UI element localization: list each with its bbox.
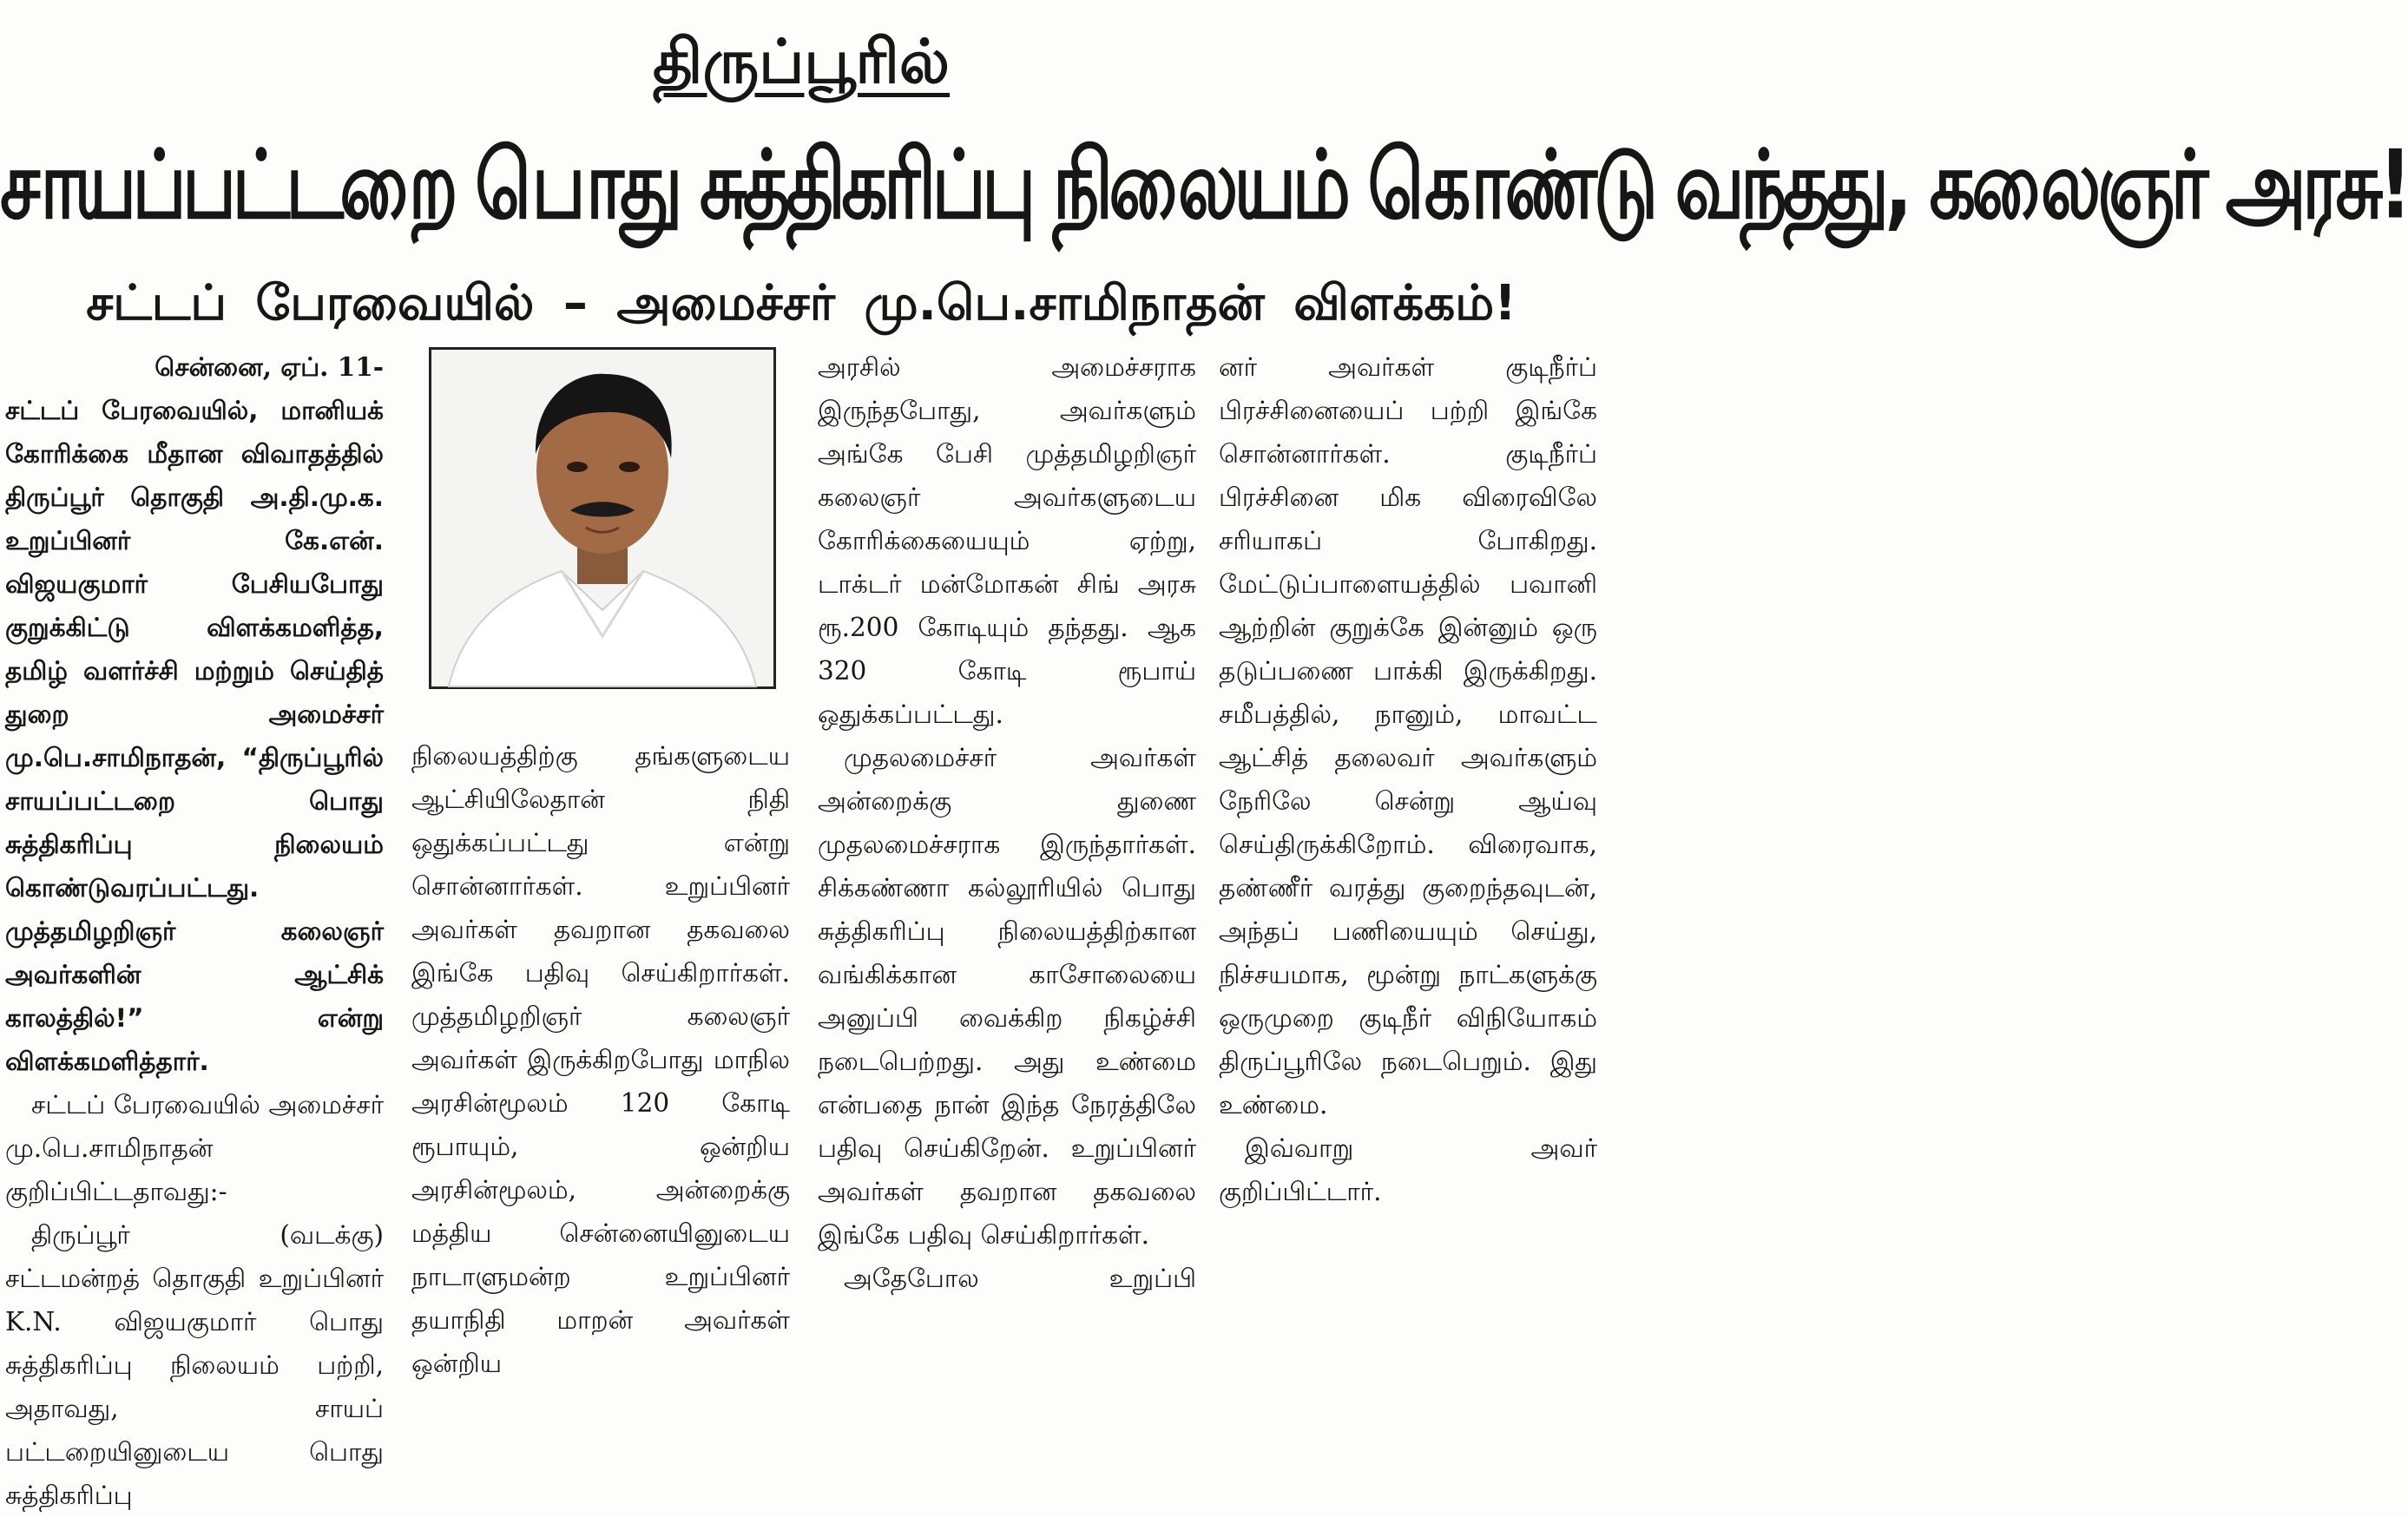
- article-column-1: [5, 345, 384, 1510]
- body-paragraph: சட்டப் பேரவையில் அமைச்சர் மு.பெ.சாமிநாதன் குறிப்பிட்டதாவது:-: [5, 1090, 384, 1206]
- body-paragraph: நிலையத்திற்கு தங்களுடைய ஆட்சியிலேதான் நிதி ஒதுக்கப்பட்டது என்று சொன்னார்கள். உறுப்பினர் அவர்கள் தவறான தகவலை இங்கே பதிவு செய்கிறார்கள். முத்தமிழறிஞர் கலைஞர் அவர்கள் இருக்கிறபோது மாநில அரசின்மூலம் 120 கோடி ரூபாயும், ஒன்றிய அரசின்மூலம், அன்றைக்கு மத்திய சென்னையினுடைய நாடாளுமன்ற உறுப்பினர் தயாநிதி மாறன் அவர்கள் ஒன்றிய: [411, 741, 790, 1378]
- person-portrait-icon: [431, 350, 773, 686]
- headline: சாயப்பட்டறை பொது சுத்திகரிப்பு நிலையம் கொண்டு வந்தது, கலைஞர் அரசு!: [0, 129, 2408, 240]
- article-column-3: [818, 345, 1196, 1418]
- closing-paragraph: இவ்வாறு அவர் குறிப்பிட்டார்.: [1219, 1133, 1597, 1206]
- body-paragraph: திருப்பூர் (வடக்கு) சட்டமன்றத் தொகுதி உறுப்பினர் K.N. விஜயகுமார் பொது சுத்திகரிப்பு நிலையம் பற்றி, அதாவது, சாயப் பட்டறையினுடைய பொது சுத்திகரிப்பு: [5, 1220, 384, 1510]
- dateline: சென்னை, ஏப். 11-: [155, 351, 384, 382]
- article-column-2: [411, 734, 790, 1418]
- kicker-heading: திருப்பூரில்: [652, 26, 950, 97]
- body-paragraph: முதலமைச்சர் அவர்கள் அன்றைக்கு துணை முதலமைச்சராக இருந்தார்கள். சிக்கண்ணா கல்லூரியில் பொது சுத்திகரிப்பு நிலையத்திற்கான வங்கிக்கான காசோலையை அனுப்பி வைக்கிற நிகழ்ச்சி நடைபெற்றது. அது உண்மை என்பதை நான் இந்த நேரத்திலே பதிவு செய்கிறேன். உறுப்பினர் அவர்கள் தவறான தகவலை இங்கே பதிவு செய்கிறார்கள்.: [818, 743, 1196, 1250]
- portrait-photo: [429, 347, 776, 689]
- body-paragraph: அரசில் அமைச்சராக இருந்தபோது, அவர்களும் அங்கே பேசி முத்தமிழறிஞர் கலைஞர் அவர்களுடைய கோரிக்கையையும் ஏற்று, டாக்டர் மன்மோகன் சிங் அரசு ரூ.200 கோடியும் தந்தது. ஆக 320 கோடி ரூபாய் ஒதுக்கப்பட்டது.: [818, 352, 1196, 729]
- article-column-4: [1219, 345, 1597, 1418]
- lead-paragraph: சட்டப் பேரவையில், மானியக் கோரிக்கை மீதான விவாதத்தில் திருப்பூர் தொகுதி அ.தி.மு.க. உறுப்பினர் கே.என். விஜயகுமார் பேசியபோது குறுக்கிட்டு விளக்கமளித்த, தமிழ் வளர்ச்சி மற்றும் செய்தித் துறை அமைச்சர் மு.பெ.சாமிநாதன், “திருப்பூரில் சாயப்பட்டறை பொது சுத்திகரிப்பு நிலையம் கொண்டுவரப்பட்டது. முத்தமிழறிஞர் கலைஞர் அவர்களின் ஆட்சிக் காலத்தில்!” என்று விளக்கமளித்தார்.: [5, 396, 384, 1076]
- body-paragraph: அதேபோல உறுப்பி: [844, 1264, 1196, 1293]
- body-paragraph: னர் அவர்கள் குடிநீர்ப் பிரச்சினையைப் பற்றி இங்கே சொன்னார்கள். குடிநீர்ப் பிரச்சினை மிக விரைவிலே சரியாகப் போகிறது. மேட்டுப்பாளையத்தில் பவானி ஆற்றின் குறுக்கே இன்னும் ஒரு தடுப்பணை பாக்கி இருக்கிறது. சமீபத்தில், நானும், மாவட்ட ஆட்சித் தலைவர் அவர்களும் நேரிலே சென்று ஆய்வு செய்திருக்கிறோம். விரைவாக, தண்ணீர் வரத்து குறைந்தவுடன், அந்தப் பணியையும் செய்து, நிச்சயமாக, மூன்று நாட்களுக்கு ஒருமுறை குடிநீர் விநியோகம் திருப்பூரிலே நடைபெறும். இது உண்மை.: [1219, 352, 1597, 1120]
- subheadline: சட்டப் பேரவையில் – அமைச்சர் மு.பெ.சாமிநாதன் விளக்கம்!: [86, 275, 1517, 332]
